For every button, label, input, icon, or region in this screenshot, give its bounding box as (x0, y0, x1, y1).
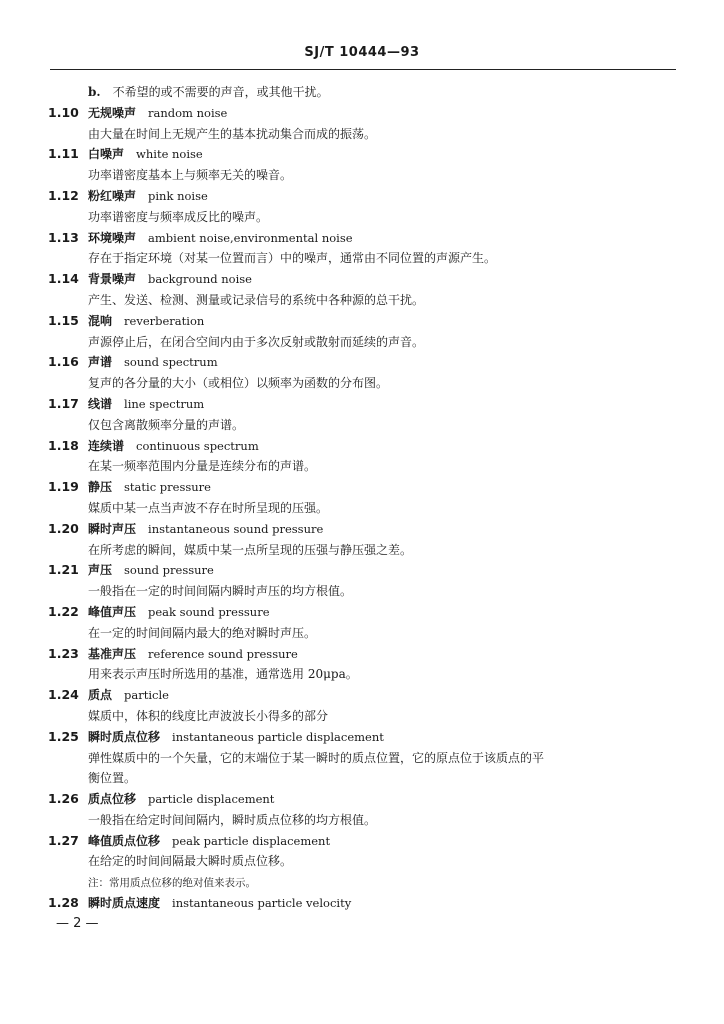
term-definition (48, 207, 688, 228)
term-number: 1.27 (48, 832, 79, 848)
term-definition (48, 810, 688, 831)
definition-text: 在给定的时间间隔最大瞬时质点位移。 (88, 854, 293, 869)
term-english: instantaneous particle velocity (172, 896, 352, 911)
definition-text: 一般指在一定的时间间隔内瞬时声压的均方根值。 (88, 584, 353, 599)
term-english: background noise (148, 272, 252, 287)
definition-text: 仅包含离散频率分量的声谱。 (88, 417, 245, 432)
term-english: particle (124, 688, 169, 703)
term-definition (48, 165, 688, 186)
sub-item (48, 82, 688, 103)
term-number: 1.18 (48, 437, 79, 453)
term-number: 1.17 (48, 395, 79, 411)
term-heading (48, 789, 688, 810)
term-heading (48, 602, 688, 623)
definition-text: 功率谱密度基本上与频率无关的噪音。 (88, 168, 293, 183)
term-definition (48, 540, 688, 561)
term-definition (48, 623, 688, 644)
definition-text: 产生、发送、检测、测量或记录信号的系统中各种源的总干扰。 (88, 292, 425, 307)
term-chinese: 瞬时声压 (88, 521, 137, 536)
term-english: white noise (136, 147, 203, 162)
term-heading (48, 311, 688, 332)
definition-text: 声源停止后，在闭合空间内由于多次反射或散射而延续的声音。 (88, 334, 425, 349)
term-definition (48, 290, 688, 311)
term-definition (48, 373, 688, 394)
term-number: 1.15 (48, 312, 79, 328)
document-body (48, 82, 688, 914)
definition-text: 用来表示声压时所选用的基准，通常选用 20μpa。 (88, 667, 358, 682)
term-heading (48, 685, 688, 706)
term-heading (48, 144, 688, 165)
definition-text: 复声的各分量的大小（或相位）以频率为函数的分布图。 (88, 376, 389, 391)
term-number: 1.25 (48, 728, 79, 744)
note-text: 注：常用质点位移的绝对值来表示。 (88, 877, 256, 890)
term-definition (48, 415, 688, 436)
term-chinese: 白噪声 (88, 147, 125, 162)
term-heading (48, 893, 688, 914)
term-chinese: 连续谱 (88, 438, 125, 453)
term-english: random noise (148, 105, 228, 120)
term-english: sound pressure (124, 563, 214, 578)
term-chinese: 环境噪声 (88, 230, 137, 245)
definition-text: 功率谱密度与频率成反比的噪声。 (88, 209, 269, 224)
term-english: static pressure (124, 480, 211, 495)
term-chinese: 无规噪声 (88, 105, 137, 120)
term-number: 1.16 (48, 354, 79, 370)
term-heading (48, 269, 688, 290)
definition-text: 在一定的时间间隔内最大的绝对瞬时声压。 (88, 625, 317, 640)
term-chinese: 峰值质点位移 (88, 833, 161, 848)
term-english: particle displacement (148, 792, 275, 807)
definition-text: 由大量在时间上无规产生的基本扰动集合而成的振荡。 (88, 126, 377, 141)
term-chinese: 粉红噪声 (88, 188, 137, 203)
standard-code-header: SJ/T 10444—93 (304, 45, 420, 60)
term-chinese: 瞬时质点速度 (88, 896, 161, 911)
term-heading (48, 519, 688, 540)
term-definition (48, 332, 688, 353)
definition-text: 在某一频率范围内分量是连续分布的声谱。 (88, 459, 317, 474)
term-definition (48, 706, 688, 727)
term-english: ambient noise,environmental noise (148, 230, 353, 245)
term-heading (48, 831, 688, 852)
term-heading (48, 727, 688, 748)
term-english: pink noise (148, 188, 208, 203)
term-heading (48, 560, 688, 581)
term-english: instantaneous sound pressure (148, 521, 324, 536)
term-heading (48, 477, 688, 498)
term-number: 1.13 (48, 229, 79, 245)
term-chinese: 基准声压 (88, 646, 137, 661)
term-definition (48, 581, 688, 602)
term-heading (48, 228, 688, 249)
definition-text: 弹性媒质中的一个矢量，它的末端位于某一瞬时的质点位置，它的原点位于该质点的平 (88, 750, 545, 765)
note (48, 872, 688, 893)
term-definition (48, 456, 688, 477)
sub-item-text: 不希望的或不需要的声音，或其他干扰。 (112, 85, 329, 99)
term-definition (48, 248, 688, 269)
term-english: reverberation (124, 313, 205, 328)
term-number: 1.21 (48, 562, 79, 578)
term-chinese: 质点位移 (88, 792, 137, 807)
page-number: — 2 — (56, 916, 99, 931)
term-definition (48, 664, 688, 685)
term-chinese: 线谱 (88, 396, 113, 411)
term-chinese: 声压 (88, 563, 113, 578)
term-number: 1.26 (48, 791, 79, 807)
term-english: peak sound pressure (148, 604, 270, 619)
term-number: 1.23 (48, 645, 79, 661)
term-number: 1.10 (48, 104, 79, 120)
term-english: peak particle displacement (172, 833, 331, 848)
term-chinese: 声谱 (88, 355, 113, 370)
term-number: 1.12 (48, 187, 79, 203)
term-english: sound spectrum (124, 355, 218, 370)
term-english: reference sound pressure (148, 646, 298, 661)
term-english: line spectrum (124, 396, 205, 411)
term-english: continuous spectrum (136, 438, 259, 453)
term-heading (48, 394, 688, 415)
term-chinese: 质点 (88, 688, 113, 703)
term-definition (48, 768, 688, 789)
term-number: 1.19 (48, 479, 79, 495)
definition-text: 媒质中某一点当声波不存在时所呈现的压强。 (88, 500, 329, 515)
term-number: 1.24 (48, 687, 79, 703)
term-heading (48, 644, 688, 665)
term-chinese: 静压 (88, 480, 113, 495)
term-definition (48, 124, 688, 145)
term-definition (48, 748, 688, 769)
definition-text: 存在于指定环境（对某一位置而言）中的噪声，通常由不同位置的声源产生。 (88, 251, 497, 266)
term-heading (48, 436, 688, 457)
term-number: 1.11 (48, 146, 79, 162)
term-chinese: 峰值声压 (88, 604, 137, 619)
header-rule (50, 69, 676, 70)
definition-text: 媒质中，体积的线度比声波波长小得多的部分 (88, 708, 329, 723)
term-number: 1.14 (48, 271, 79, 287)
term-english: instantaneous particle displacement (172, 729, 384, 744)
definition-text: 衡位置。 (88, 771, 137, 786)
term-chinese: 背景噪声 (88, 272, 137, 287)
term-heading (48, 186, 688, 207)
term-heading (48, 352, 688, 373)
sub-item-label: b. (88, 85, 101, 99)
definition-text: 在所考虑的瞬间，媒质中某一点所呈现的压强与静压强之差。 (88, 542, 413, 557)
definition-text: 一般指在给定时间间隔内，瞬时质点位移的均方根值。 (88, 812, 377, 827)
term-definition (48, 851, 688, 872)
term-number: 1.20 (48, 520, 79, 536)
term-heading (48, 103, 688, 124)
term-definition (48, 498, 688, 519)
term-number: 1.22 (48, 603, 79, 619)
term-chinese: 瞬时质点位移 (88, 729, 161, 744)
term-number: 1.28 (48, 895, 79, 911)
term-chinese: 混响 (88, 313, 113, 328)
